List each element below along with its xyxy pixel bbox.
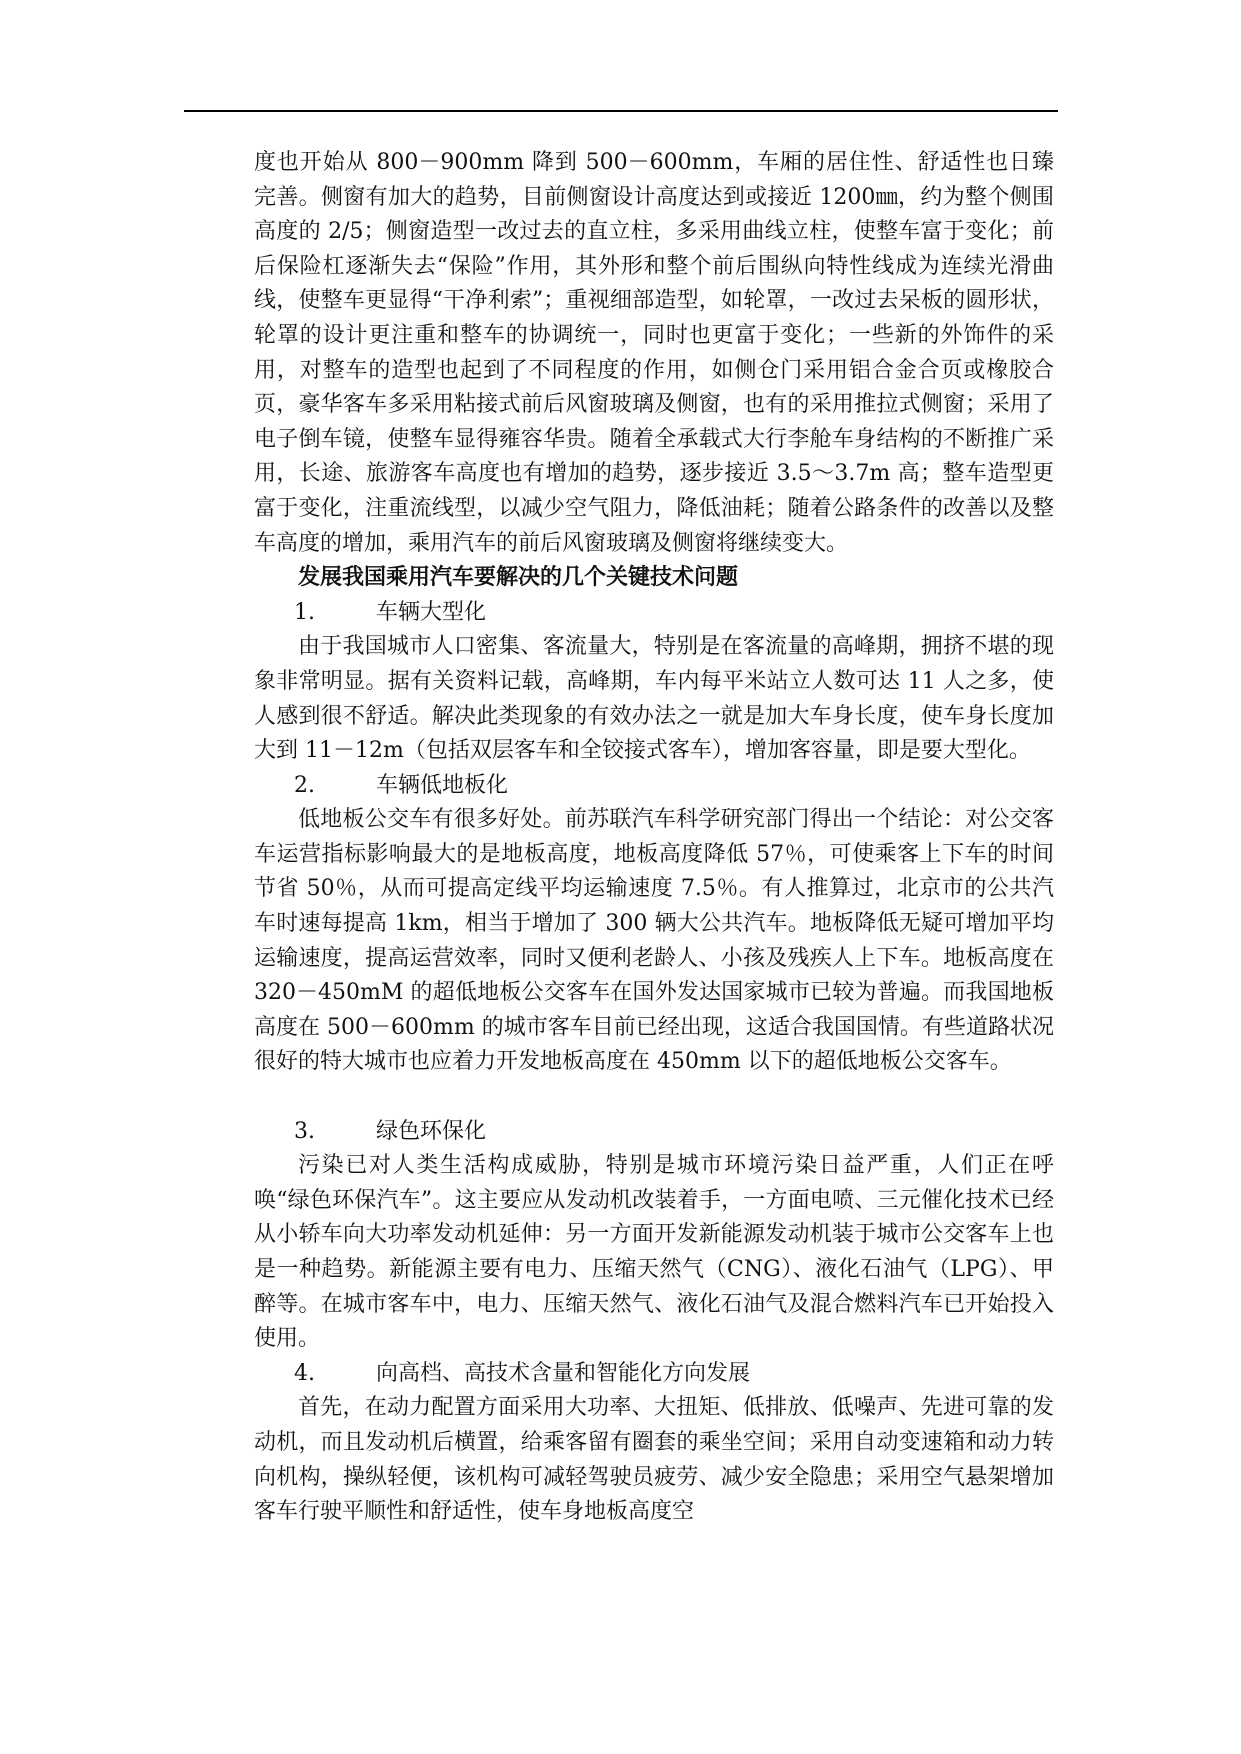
list-item-number: 2. xyxy=(294,772,315,798)
paragraph-body-styling: 度也开始从 800－900mm 降到 500－600mm，车厢的居住性、舒适性也日臻完善。侧窗有加大的趋势，目前侧窗设计高度达到或接近 1200㎜，约为整个侧围高度的 2/5；侧窗造型一改过去的直立柱，多采用曲线立柱，使整车富于变化；前后保险杠逐渐失去“保险”作用，其外形和整个前后围纵向特性线成为连续光滑曲线，使整车更显得“干净利索”；重视细部造型，如轮罩，一改过去呆板的圆形状，轮罩的设计更注重和整车的协调统一，同时也更富于变化；一些新的外饰件的采用，对整车的造型也起到了不同程度的作用，如侧仓门采用铝合金合页或橡胶合页，豪华客车多采用粘接式前后风窗玻璃及侧窗，也有的采用推拉式侧窗；采用了电子倒车镜，使整车显得雍容华贵。随着全承载式大行李舱车身结构的不断推广采用，长途、旅游客车高度也有增加的趋势，逐步接近 3.5～3.7m 高；整车造型更富于变化，注重流线型，以减少空气阻力，降低油耗；随着公路条件的改善以及整车高度的增加，乘用汽车的前后风窗玻璃及侧窗将继续变大。 xyxy=(254,150,1054,556)
list-item-2 xyxy=(254,769,1054,804)
section-heading: 发展我国乘用汽车要解决的几个关键技术问题 xyxy=(298,565,739,591)
list-item-3 xyxy=(254,1115,1054,1150)
list-item-title: 车辆低地板化 xyxy=(376,772,509,798)
list-item-title: 向高档、高技术含量和智能化方向发展 xyxy=(376,1360,751,1386)
list-item-number: 4. xyxy=(294,1360,315,1386)
paragraph-high-tech: 首先，在动力配置方面采用大功率、大扭矩、低排放、低噪声、先进可靠的发动机，而且发动机后横置，给乘客留有圈套的乘坐空间；采用自动变速箱和动力转向机构，操纵轻便，该机构可减轻驾驶员疲劳、减少安全隐患；采用空气悬架增加客车行驶平顺性和舒适性，使车身地板高度空 xyxy=(254,1395,1054,1525)
paragraph-large-vehicle: 由于我国城市人口密集、客流量大，特别是在客流量的高峰期，拥挤不堪的现象非常明显。据有关资料记载，高峰期，车内每平米站立人数可达 11 人之多，使人感到很不舒适。解决此类现象的有效办法之一就是加大车身长度，使车身长度加大到 11－12m（包括双层客车和全铰接式客车），增加客容量，即是要大型化。 xyxy=(254,634,1054,764)
paragraph-low-floor: 低地板公交车有很多好处。前苏联汽车科学研究部门得出一个结论：对公交客车运营指标影响最大的是地板高度，地板高度降低 57％，可使乘客上下车的时间节省 50％，从而可提高定线平均运输速度 7.5％。有人推算过，北京市的公共汽车时速每提高 1km，相当于增加了 300 辆大公共汽车。地板降低无疑可增加平均运输速度，提高运营效率，同时又便利老龄人、小孩及残疾人上下车。地板高度在 320－450mM 的超低地板公交客车在国外发达国家城市已较为普遍。而我国地板高度在 500－600mm 的城市客车目前已经出现，这适合我国国情。有些道路状况很好的特大城市也应着力开发地板高度在 450mm 以下的超低地板公交客车。 xyxy=(254,807,1054,1075)
list-item-1 xyxy=(254,596,1054,631)
document-body xyxy=(254,146,1054,1530)
list-item-4 xyxy=(254,1357,1054,1392)
list-item-number: 1. xyxy=(294,599,315,625)
list-item-number: 3. xyxy=(294,1118,315,1144)
paragraph-green: 污染已对人类生活构成威胁，特别是城市环境污染日益严重，人们正在呼唤“绿色环保汽车”。这主要应从发动机改装着手，一方面电喷、三元催化技术已经从小轿车向大功率发动机延伸：另一方面开发新能源发动机装于城市公交客车上也是一种趋势。新能源主要有电力、压缩天然气（CNG）、液化石油气（LPG）、甲醉等。在城市客车中，电力、压缩天然气、液化石油气及混合燃料汽车已开始投入使用。 xyxy=(254,1153,1054,1352)
list-item-title: 车辆大型化 xyxy=(376,599,487,625)
blank-line xyxy=(254,1080,1054,1115)
list-item-title: 绿色环保化 xyxy=(376,1118,487,1144)
header-rule xyxy=(184,110,1058,112)
